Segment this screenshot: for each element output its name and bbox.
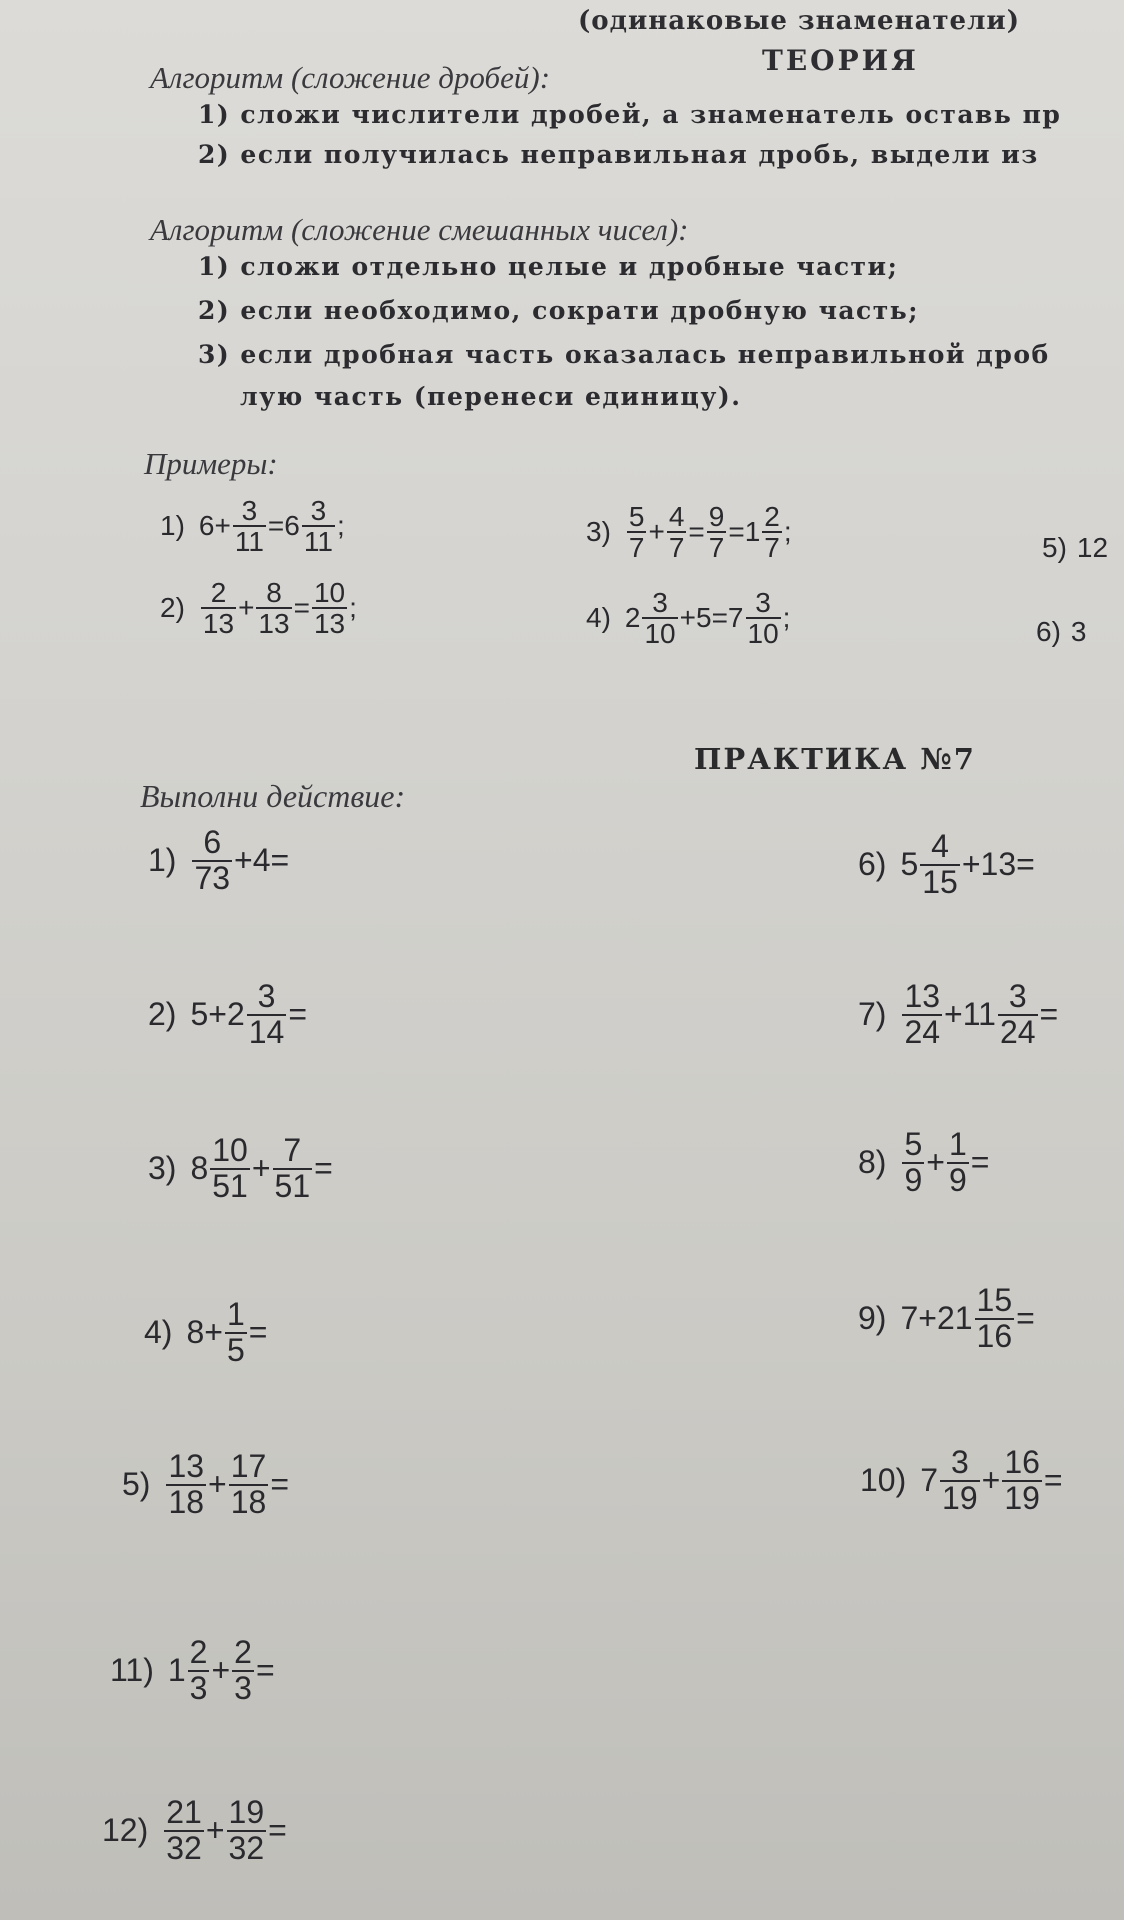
example-number: 6) — [1036, 616, 1061, 647]
fraction-numerator: 15 — [976, 1282, 1013, 1318]
fraction-numerator: 17 — [230, 1448, 267, 1484]
fraction — [920, 830, 960, 899]
fraction — [998, 980, 1038, 1049]
fraction-denominator: 3 — [189, 1669, 208, 1706]
example-number: 1) — [160, 510, 185, 542]
fraction — [975, 1284, 1015, 1353]
expression-text: + — [211, 1652, 231, 1689]
example-1 — [160, 496, 345, 557]
fraction — [947, 1128, 969, 1197]
fraction — [902, 980, 942, 1049]
expression-text: + — [251, 1150, 271, 1187]
fraction-numerator: 2 — [210, 577, 227, 608]
expression-text: = — [1039, 996, 1059, 1033]
fraction — [210, 1134, 250, 1203]
fraction-denominator: 18 — [168, 1483, 205, 1520]
fraction — [227, 1796, 267, 1865]
fraction-numerator: 3 — [257, 978, 276, 1014]
fraction-denominator: 19 — [942, 1479, 978, 1516]
expression-text: + — [238, 592, 255, 624]
expression-text: = — [288, 996, 308, 1033]
expression-text: = — [248, 1314, 268, 1351]
item-number: 3) — [148, 1150, 177, 1187]
fraction-denominator: 16 — [976, 1317, 1013, 1354]
expression-text: = — [688, 516, 705, 548]
expression-text: =1 — [728, 516, 761, 548]
practice-item-1 — [148, 826, 289, 895]
fraction-numerator: 13 — [904, 978, 941, 1014]
fraction — [707, 502, 727, 563]
algorithm-fractions-heading: Алгоритм (сложение дробей): — [150, 60, 551, 95]
expression-text: = — [970, 1144, 990, 1181]
expression-text: + — [981, 1462, 1001, 1499]
practice-item-3 — [148, 1134, 333, 1203]
page-subtitle: (одинаковые знаменатели) — [578, 6, 1021, 36]
algorithm-mixed-step: 2) если необходимо, сократи дробную часть; — [198, 296, 919, 325]
algorithm-fractions-step: 2) если получилась неправильная дробь, выдели из — [198, 140, 1039, 169]
fraction-numerator: 7 — [283, 1132, 302, 1168]
practice-item-11 — [110, 1636, 275, 1705]
practice-item-9 — [858, 1284, 1035, 1353]
example-number: 5) — [1042, 532, 1067, 563]
expression-text: +11 — [944, 996, 996, 1033]
fraction-denominator: 7 — [628, 532, 645, 564]
fraction — [762, 502, 782, 563]
fraction-numerator: 5 — [628, 501, 645, 532]
practice-title: ПРАКТИКА №7 — [694, 742, 976, 776]
fraction — [192, 826, 232, 895]
expression-text: ; — [783, 516, 792, 548]
fraction-denominator: 7 — [764, 532, 780, 564]
algorithm-mixed-step: 1) сложи отдельно целые и дробные части; — [198, 252, 899, 281]
fraction-denominator: 32 — [166, 1829, 202, 1866]
fraction-denominator: 10 — [644, 618, 676, 650]
example-2 — [160, 578, 357, 639]
fraction-numerator: 2 — [234, 1634, 252, 1670]
fraction — [667, 502, 687, 563]
expression-text: 2 — [624, 602, 641, 634]
fraction-numerator: 2 — [764, 501, 780, 532]
fraction — [225, 1298, 247, 1367]
fraction-denominator: 32 — [228, 1829, 265, 1866]
fraction — [233, 496, 266, 557]
fraction-denominator: 51 — [274, 1167, 311, 1204]
fraction-numerator: 3 — [950, 1444, 969, 1480]
expression-text: = — [1016, 1300, 1035, 1337]
fraction-denominator: 18 — [230, 1483, 267, 1520]
fraction — [940, 1446, 980, 1515]
fraction-denominator: 7 — [708, 532, 725, 564]
fraction — [746, 588, 781, 649]
expression-text: 7 — [920, 1462, 939, 1499]
expression-text: + — [205, 1812, 225, 1849]
expression-text: =6 — [267, 510, 300, 542]
practice-item-4 — [144, 1298, 267, 1367]
fraction-denominator: 7 — [668, 532, 685, 564]
fraction-denominator: 3 — [234, 1669, 252, 1706]
expression-text: +13= — [961, 846, 1035, 883]
fraction-denominator: 5 — [226, 1331, 245, 1368]
example-number: 4) — [586, 602, 611, 634]
expression-text: 8 — [190, 1150, 209, 1187]
fraction — [166, 1450, 206, 1519]
item-number: 7) — [858, 996, 887, 1033]
expression-text: +5=7 — [679, 602, 744, 634]
item-number: 11) — [110, 1652, 154, 1689]
fraction-numerator: 19 — [228, 1794, 265, 1830]
item-number: 12) — [102, 1812, 149, 1849]
example-number: 2) — [160, 592, 185, 624]
fraction-numerator: 3 — [310, 495, 327, 526]
fraction-numerator: 10 — [212, 1132, 248, 1168]
item-number: 9) — [858, 1300, 887, 1337]
expression-text: 6+ — [198, 510, 231, 542]
fraction-denominator: 15 — [922, 863, 958, 900]
fraction — [201, 578, 236, 639]
examples-heading: Примеры: — [144, 446, 278, 481]
fraction — [627, 502, 647, 563]
fraction-denominator: 73 — [194, 859, 231, 896]
example-6 — [1036, 616, 1086, 648]
item-number: 10) — [860, 1462, 907, 1499]
example-3 — [586, 502, 792, 563]
fraction-denominator: 24 — [999, 1013, 1036, 1050]
expression-text: = — [268, 1812, 287, 1849]
fraction-denominator: 10 — [747, 618, 779, 650]
item-number: 2) — [148, 996, 177, 1033]
expression-text: 7+21 — [900, 1300, 973, 1337]
fraction-numerator: 1 — [226, 1296, 245, 1332]
fraction-denominator: 13 — [313, 608, 346, 640]
fraction-denominator: 13 — [202, 608, 235, 640]
item-number: 6) — [858, 846, 887, 883]
fraction-numerator: 21 — [166, 1794, 202, 1830]
algorithm-mixed-step: 3) если дробная часть оказалась неправильной дроб — [198, 340, 1050, 369]
expression-text: = — [270, 1466, 290, 1503]
practice-instruction: Выполни действие: — [140, 778, 406, 814]
expression-text: + — [648, 516, 665, 548]
algorithm-mixed-heading: Алгоритм (сложение смешанных чисел): — [150, 212, 689, 247]
expression-text: = — [1043, 1462, 1063, 1499]
fraction — [902, 1128, 924, 1197]
fraction-denominator: 9 — [948, 1161, 967, 1198]
expression-text: ; — [349, 592, 357, 624]
fraction-numerator: 10 — [313, 577, 346, 608]
algorithm-mixed-step: лую часть (перенеси единицу). — [240, 382, 742, 411]
example-number: 3) — [586, 516, 611, 548]
expression-text: 3 — [1070, 616, 1087, 647]
fraction — [232, 1636, 254, 1705]
practice-item-6 — [858, 830, 1035, 899]
expression-text: 5+2 — [190, 996, 245, 1033]
fraction — [188, 1636, 210, 1705]
example-5 — [1042, 532, 1108, 564]
fraction — [229, 1450, 269, 1519]
fraction-numerator: 9 — [708, 501, 725, 532]
fraction-denominator: 19 — [1004, 1479, 1040, 1516]
fraction — [273, 1134, 313, 1203]
expression-text: +4= — [234, 842, 290, 879]
fraction — [164, 1796, 204, 1865]
fraction-numerator: 3 — [1008, 978, 1027, 1014]
fraction-numerator: 3 — [755, 587, 771, 618]
item-number: 4) — [144, 1314, 173, 1351]
item-number: 1) — [148, 842, 177, 879]
fraction-numerator: 2 — [189, 1634, 208, 1670]
fraction-denominator: 51 — [212, 1167, 248, 1204]
practice-item-12 — [102, 1796, 287, 1865]
fraction-numerator: 3 — [652, 587, 668, 618]
item-number: 8) — [858, 1144, 887, 1181]
fraction — [302, 496, 335, 557]
expression-text: + — [208, 1466, 227, 1503]
fraction — [1002, 1446, 1042, 1515]
fraction-numerator: 6 — [203, 824, 222, 860]
theory-title: ТЕОРИЯ — [762, 44, 919, 77]
fraction-numerator: 1 — [948, 1126, 967, 1162]
fraction — [312, 578, 347, 639]
fraction-numerator: 4 — [668, 501, 685, 532]
fraction — [642, 588, 677, 649]
expression-text: + — [926, 1144, 945, 1181]
fraction-numerator: 3 — [241, 495, 258, 526]
fraction-numerator: 16 — [1004, 1444, 1040, 1480]
fraction — [256, 578, 291, 639]
practice-item-10 — [860, 1446, 1063, 1515]
practice-item-7 — [858, 980, 1058, 1049]
fraction-denominator: 14 — [248, 1013, 285, 1050]
example-4 — [586, 588, 790, 649]
expression-text: = — [293, 592, 310, 624]
expression-text: = — [314, 1150, 333, 1187]
expression-text: = — [255, 1652, 275, 1689]
expression-text: 5 — [900, 846, 919, 883]
fraction-numerator: 13 — [168, 1448, 205, 1484]
algorithm-fractions-step: 1) сложи числители дробей, а знаменатель оставь пр — [198, 100, 1062, 129]
practice-item-2 — [148, 980, 307, 1049]
fraction-denominator: 11 — [234, 526, 264, 558]
fraction-numerator: 8 — [266, 577, 282, 608]
expression-text: 8+ — [186, 1314, 223, 1351]
expression-text: ; — [336, 510, 345, 542]
fraction-numerator: 5 — [904, 1126, 923, 1162]
fraction-denominator: 9 — [904, 1161, 923, 1198]
expression-text: ; — [782, 602, 791, 634]
fraction — [247, 980, 287, 1049]
fraction-denominator: 13 — [258, 608, 290, 640]
fraction-denominator: 24 — [904, 1013, 941, 1050]
fraction-numerator: 4 — [931, 828, 949, 864]
expression-text: 1 — [167, 1652, 186, 1689]
expression-text: 12 — [1076, 532, 1109, 563]
practice-item-8 — [858, 1128, 989, 1197]
practice-item-5 — [122, 1450, 289, 1519]
item-number: 5) — [122, 1466, 151, 1503]
fraction-denominator: 11 — [303, 526, 333, 558]
